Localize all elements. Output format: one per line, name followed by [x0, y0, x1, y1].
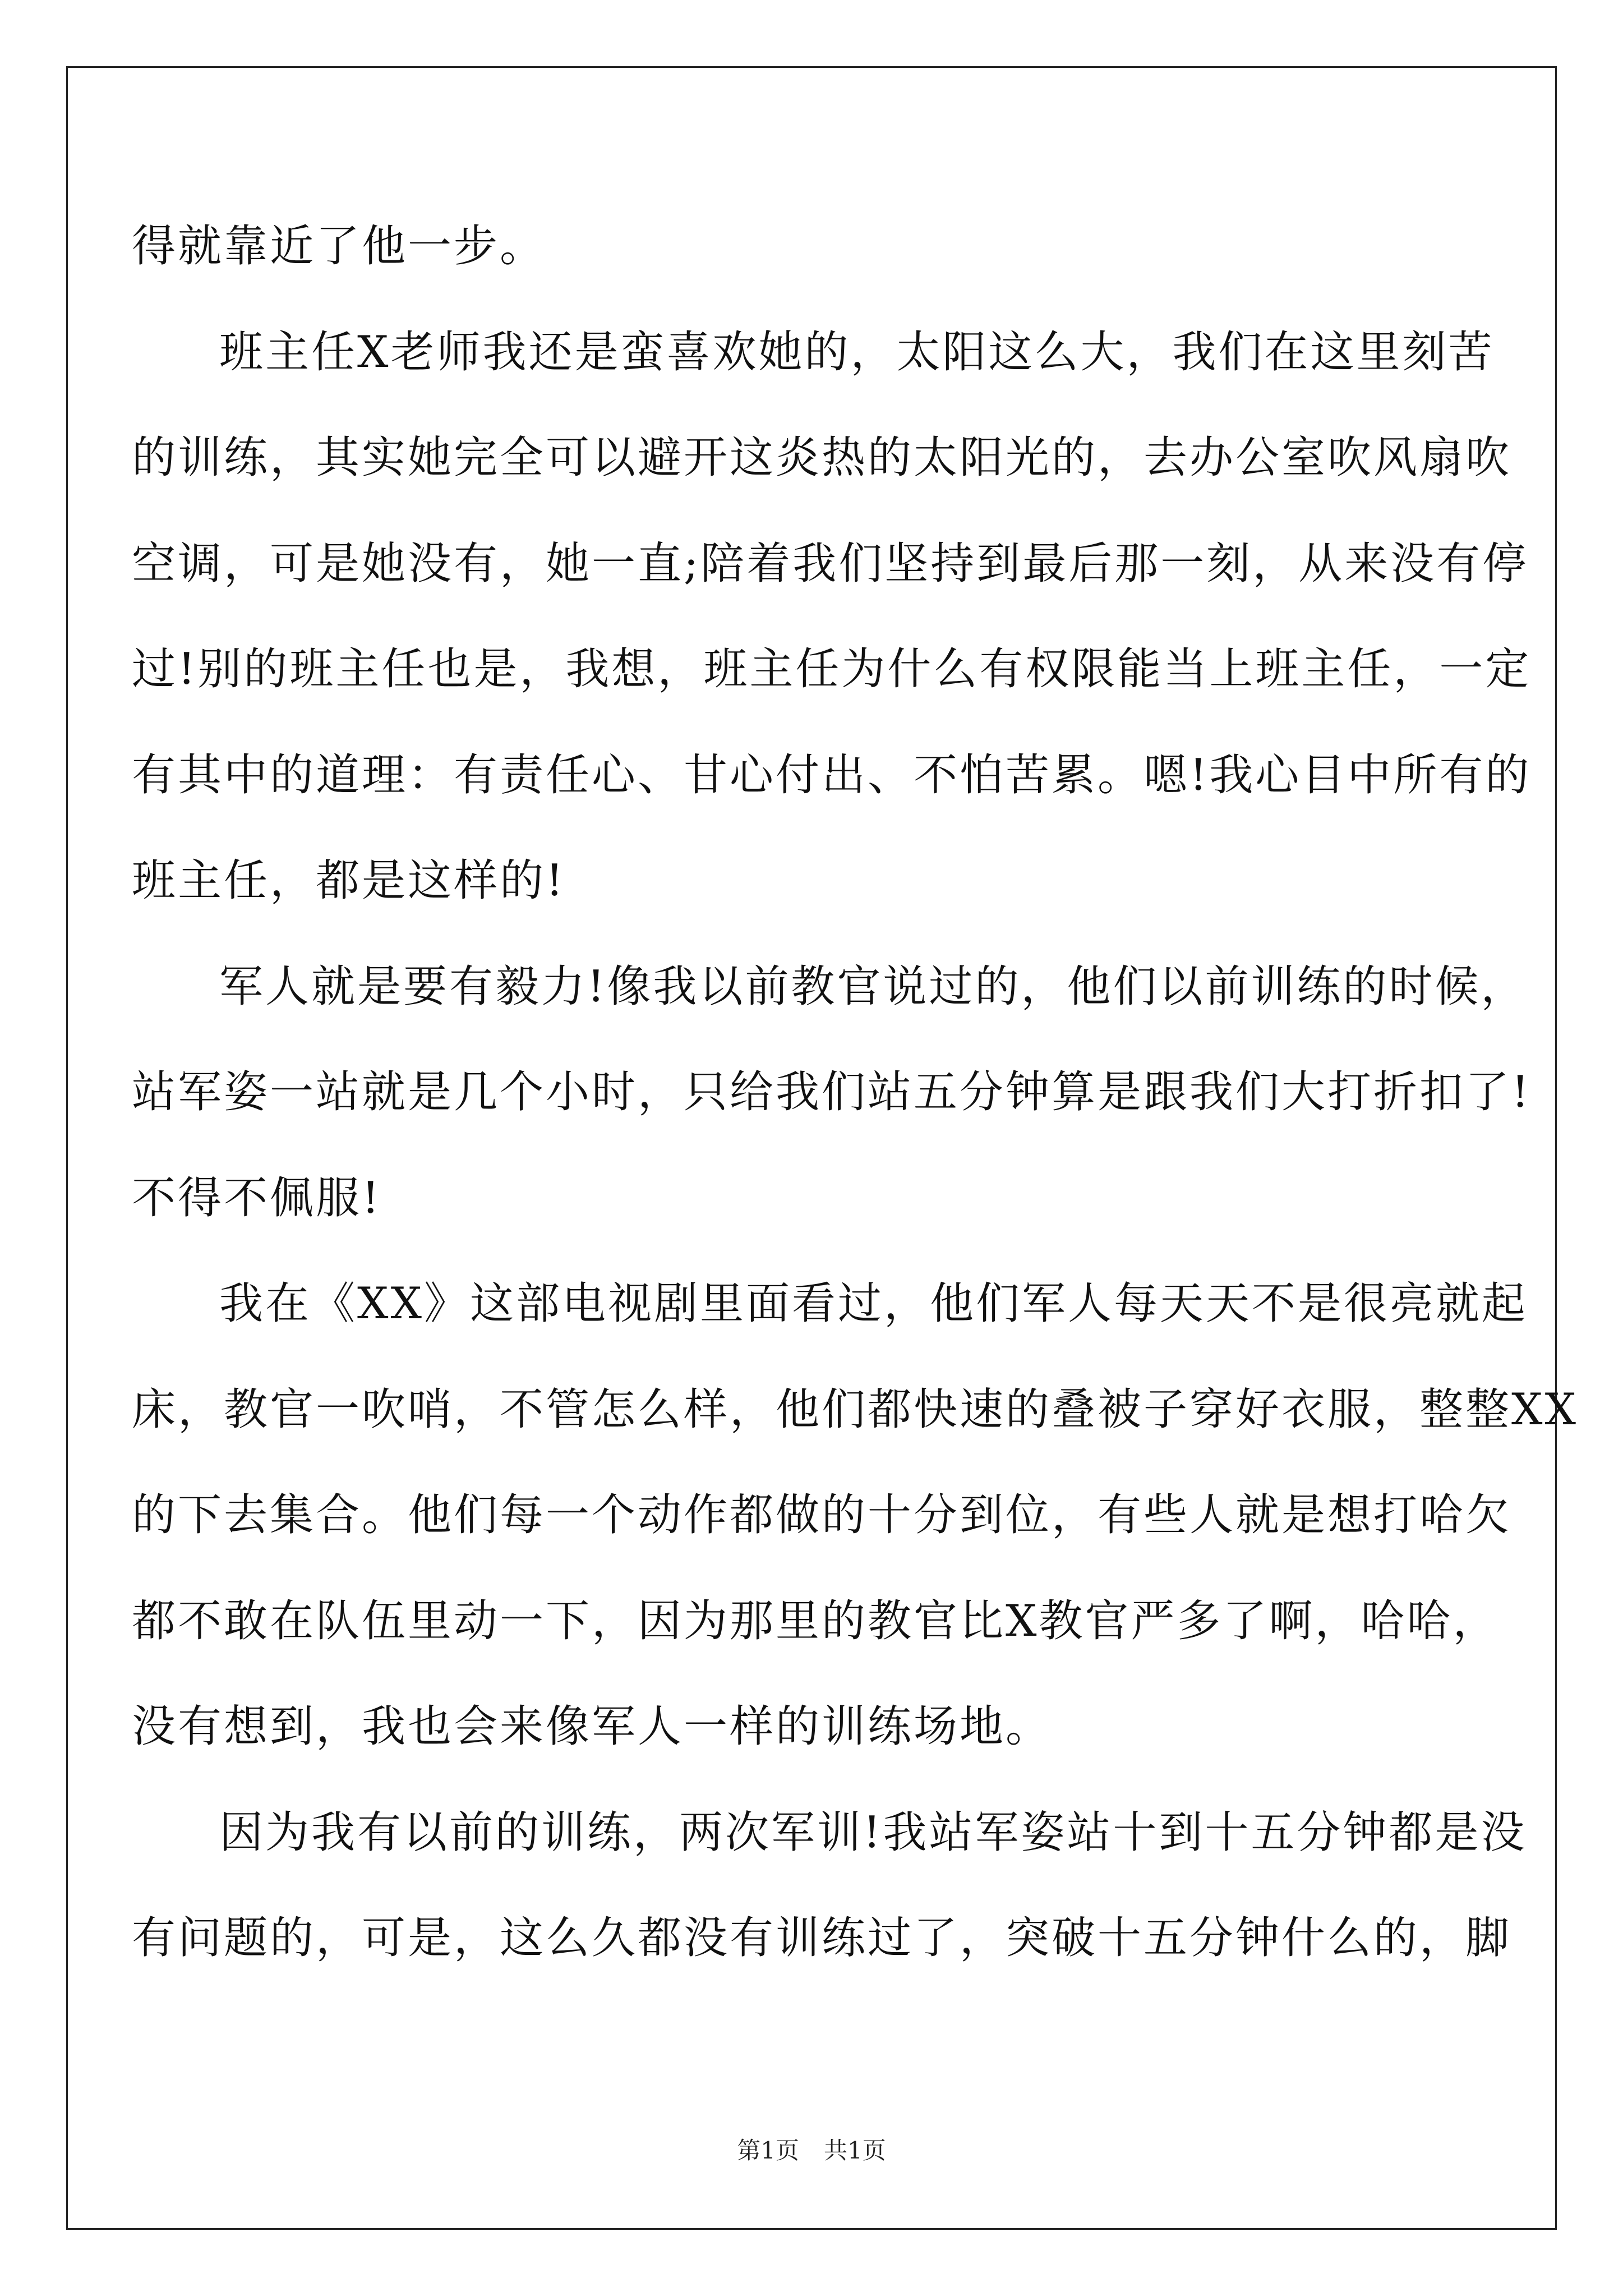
paragraph-start-line: 我在《XX》这部电视剧里面看过，他们军人每天天不是很亮就起 [219, 1278, 1528, 1329]
text-line: 没有想到，我也会来像军人一样的训练场地。 [132, 1701, 1052, 1752]
text-line: 有其中的道理：有责任心、甘心付出、不怕苦累。嗯!我心目中所有的 [132, 749, 1532, 800]
text-line: 有问题的，可是，这么久都没有训练过了，突破十五分钟什么的，脚 [132, 1913, 1512, 1963]
text-line: 过!别的班主任也是，我想，班主任为什么有权限能当上班主任，一定 [132, 644, 1532, 694]
paragraph-start-line: 班主任X老师我还是蛮喜欢她的，太阳这么大，我们在这里刻苦 [219, 326, 1495, 378]
document-body [132, 194, 1579, 1991]
text-line: 站军姿一站就是几个小时，只给我们站五分钟算是跟我们大打折扣了! [132, 1067, 1532, 1117]
text-line: 不得不佩服! [132, 1172, 382, 1223]
page-number-current: 第1页 [737, 2137, 799, 2164]
page-number-total: 共1页 [824, 2137, 886, 2164]
text-line: 床，教官一吹哨，不管怎么样，他们都快速的叠被子穿好衣服，整整XX [132, 1384, 1579, 1435]
text-line: 的下去集合。他们每一个动作都做的十分到位，有些人就是想打哈欠 [132, 1490, 1512, 1540]
text-line: 都不敢在队伍里动一下，因为那里的教官比X教官严多了啊，哈哈， [132, 1595, 1499, 1646]
paragraph-start-line: 因为我有以前的训练，两次军训!我站军姿站十到十五分钟都是没 [219, 1807, 1527, 1858]
paragraph-start-line: 军人就是要有毅力!像我以前教官说过的，他们以前训练的时候， [219, 961, 1527, 1012]
text-line: 班主任，都是这样的! [132, 855, 566, 906]
text-line: 空调，可是她没有，她一直;陪着我们坚持到最后那一刻，从来没有停 [132, 538, 1529, 589]
text-line: 得就靠近了他一步。 [132, 221, 546, 272]
page-footer [0, 2135, 1623, 2166]
text-line: 的训练，其实她完全可以避开这炎热的太阳光的，去办公室吹风扇吹 [132, 432, 1512, 483]
